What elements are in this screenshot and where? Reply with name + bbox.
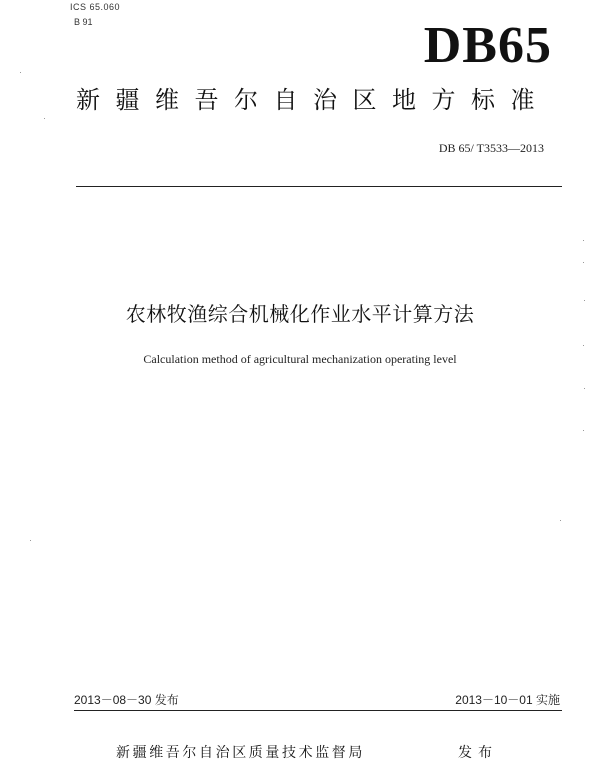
scan-speck	[583, 430, 584, 431]
scan-speck	[583, 345, 584, 346]
implementation-date: 2013－10－01 实施	[455, 693, 560, 707]
scan-speck	[584, 300, 585, 301]
ics-code: ICS 65.060	[70, 2, 121, 12]
document-title-cn: 农林牧渔综合机械化作业水平计算方法	[125, 302, 475, 326]
document-title-en: Calculation method of agricultural mechanization operating level	[143, 352, 457, 366]
publisher: 新疆维吾尔自治区质量技术监督局	[116, 745, 365, 761]
scan-speck	[583, 240, 584, 241]
publish-word: 发布	[458, 745, 498, 761]
scan-speck	[583, 262, 584, 263]
standard-number: DB 65/ T3533—2013	[438, 141, 544, 155]
scan-speck	[44, 118, 45, 119]
standard-mark: DB65	[423, 17, 552, 74]
scan-speck	[584, 388, 585, 389]
scan-speck	[30, 540, 31, 541]
footer-divider	[74, 710, 562, 711]
scan-speck	[20, 72, 21, 73]
scan-speck	[560, 520, 561, 521]
ccs-code: B 91	[74, 17, 93, 27]
issue-date: 2013－08－30 发布	[74, 693, 179, 707]
band-title: 新疆维吾尔自治区地方标准	[76, 86, 550, 114]
header-divider	[76, 186, 562, 187]
